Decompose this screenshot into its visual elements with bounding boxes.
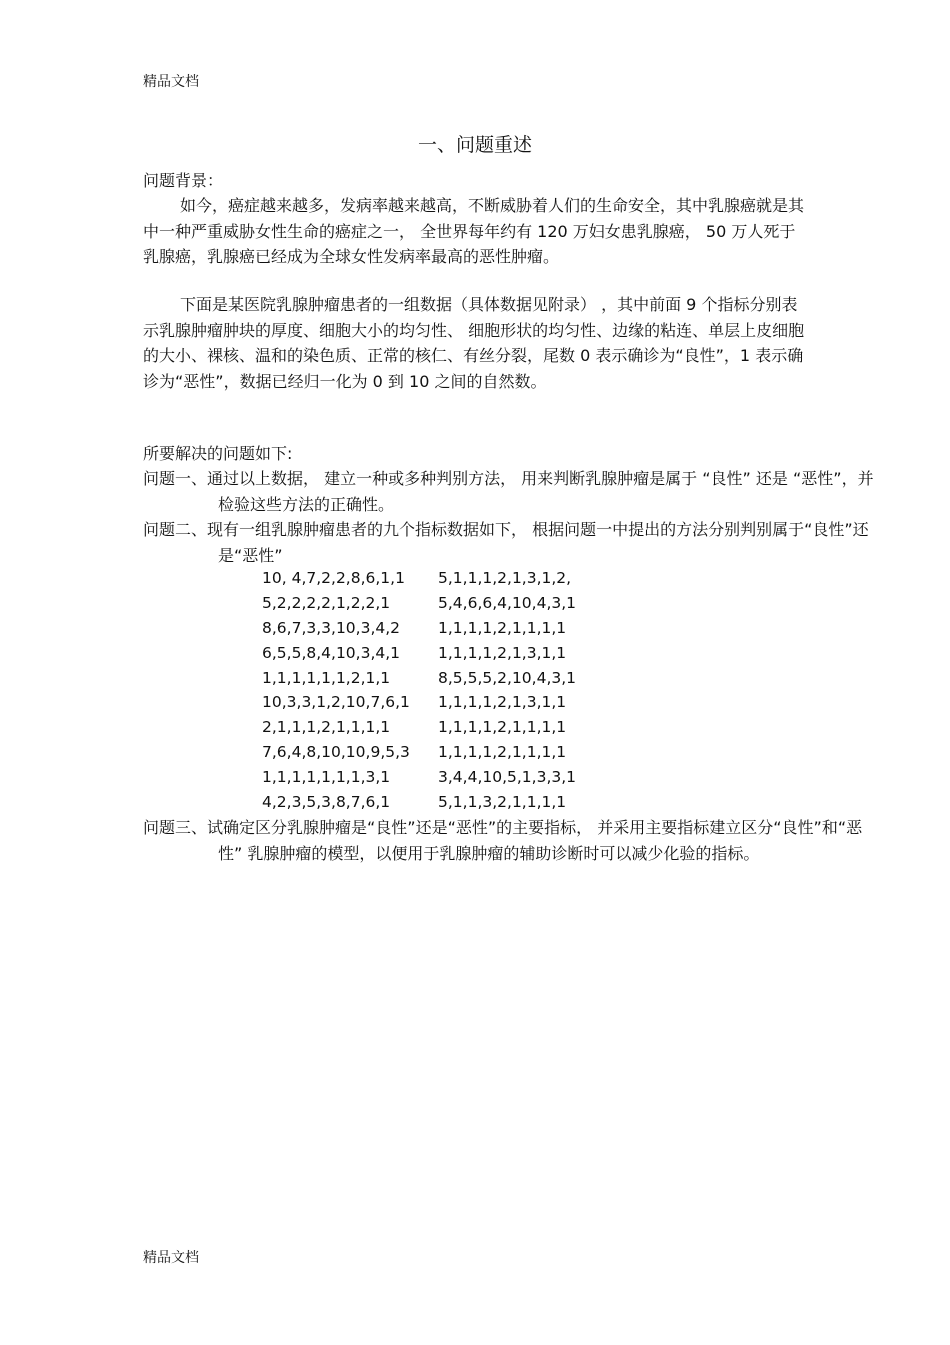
data-row — [262, 764, 576, 789]
data-cell: 1,1,1,1,1,1,1,3,1 — [262, 767, 391, 786]
data-row — [262, 665, 576, 690]
data-cell: 6,5,5,8,4,10,3,4,1 — [262, 643, 401, 662]
background-paragraph-1: 如今，癌症越来越多，发病率越来越高，不断威胁着人们的生命安全，其中乳腺癌就是其中一种严重威胁女性生命的癌症之一， 全世界每年约有 120 万妇女患乳腺癌， 50 万人死于乳腺癌，乳腺癌已经成为全球女性发病率最高的恶性肿瘤。 — [143, 196, 805, 267]
data-cell: 1,1,1,1,2,1,1,1,1 — [438, 718, 567, 737]
data-cell: 8,5,5,5,2,10,4,3,1 — [438, 668, 577, 687]
data-cell: 10,3,3,1,2,10,7,6,1 — [262, 693, 410, 712]
data-row — [262, 640, 576, 665]
data-cell: 5,4,6,6,4,10,4,3,1 — [438, 594, 577, 613]
problem-three: 问题三、试确定区分乳腺肿瘤是“良性”还是“恶性”的主要指标， 并采用主要指标建立区分“良性”和“恶性” 乳腺肿瘤的模型，以便用于乳腺肿瘤的辅助诊断时可以减少化验的指标。 — [143, 818, 863, 863]
data-row — [262, 616, 576, 641]
data-cell: 5,1,1,3,2,1,1,1,1 — [438, 792, 567, 811]
data-cell: 4,2,3,5,3,8,7,6,1 — [262, 792, 391, 811]
data-cell: 1,1,1,1,2,1,3,1,1 — [438, 643, 567, 662]
data-cell: 8,6,7,3,3,10,3,4,2 — [262, 618, 401, 637]
data-row — [262, 789, 576, 814]
data-cell: 5,1,1,1,2,1,3,1,2, — [438, 569, 572, 588]
section-title: 一、问题重述 — [417, 134, 532, 156]
data-cell: 7,6,4,8,10,10,9,5,3 — [262, 742, 410, 761]
page-footer: 精品文档 — [143, 1250, 199, 1266]
data-cell: 1,1,1,1,2,1,1,1,1 — [438, 618, 567, 637]
problem-one: 问题一、通过以上数据， 建立一种或多种判别方法， 用来判断乳腺肿瘤是属于 “良性” 还是 “恶性”，并检验这些方法的正确性。 — [143, 469, 874, 514]
data-cell: 1,1,1,1,2,1,1,1,1 — [438, 742, 567, 761]
data-cell: 1,1,1,1,1,1,2,1,1 — [262, 668, 391, 687]
data-cell: 3,4,4,10,5,1,3,3,1 — [438, 767, 577, 786]
data-row — [262, 566, 576, 591]
data-cell: 5,2,2,2,2,1,2,2,1 — [262, 594, 391, 613]
data-cell: 10, 4,7,2,2,8,6,1,1 — [262, 569, 405, 588]
data-row — [262, 690, 576, 715]
patient-data-table — [262, 566, 576, 814]
data-cell: 1,1,1,1,2,1,3,1,1 — [438, 693, 567, 712]
data-cell: 2,1,1,1,2,1,1,1,1 — [262, 718, 391, 737]
problems-label: 所要解决的问题如下: — [143, 444, 293, 463]
data-row — [262, 591, 576, 616]
page-header: 精品文档 — [143, 74, 199, 90]
problem-two: 问题二、现有一组乳腺肿瘤患者的九个指标数据如下， 根据问题一中提出的方法分别判别属于“良性”还是“恶性” — [143, 520, 869, 565]
data-row — [262, 740, 576, 765]
data-row — [262, 715, 576, 740]
background-paragraph-2: 下面是某医院乳腺肿瘤患者的一组数据（具体数据见附录） ，其中前面 9 个指标分别表示乳腺肿瘤肿块的厚度、细胞大小的均匀性、 细胞形状的均匀性、边缘的粘连、单层上皮细胞的大小、裸核、温和的染色质、正常的核仁、有丝分裂，尾数 0 表示确诊为“良性”，1 表示确诊为“恶性”，数据已经归一化为 0 到 10 之间的自然数。 — [143, 295, 805, 391]
background-label: 问题背景： — [143, 171, 224, 190]
